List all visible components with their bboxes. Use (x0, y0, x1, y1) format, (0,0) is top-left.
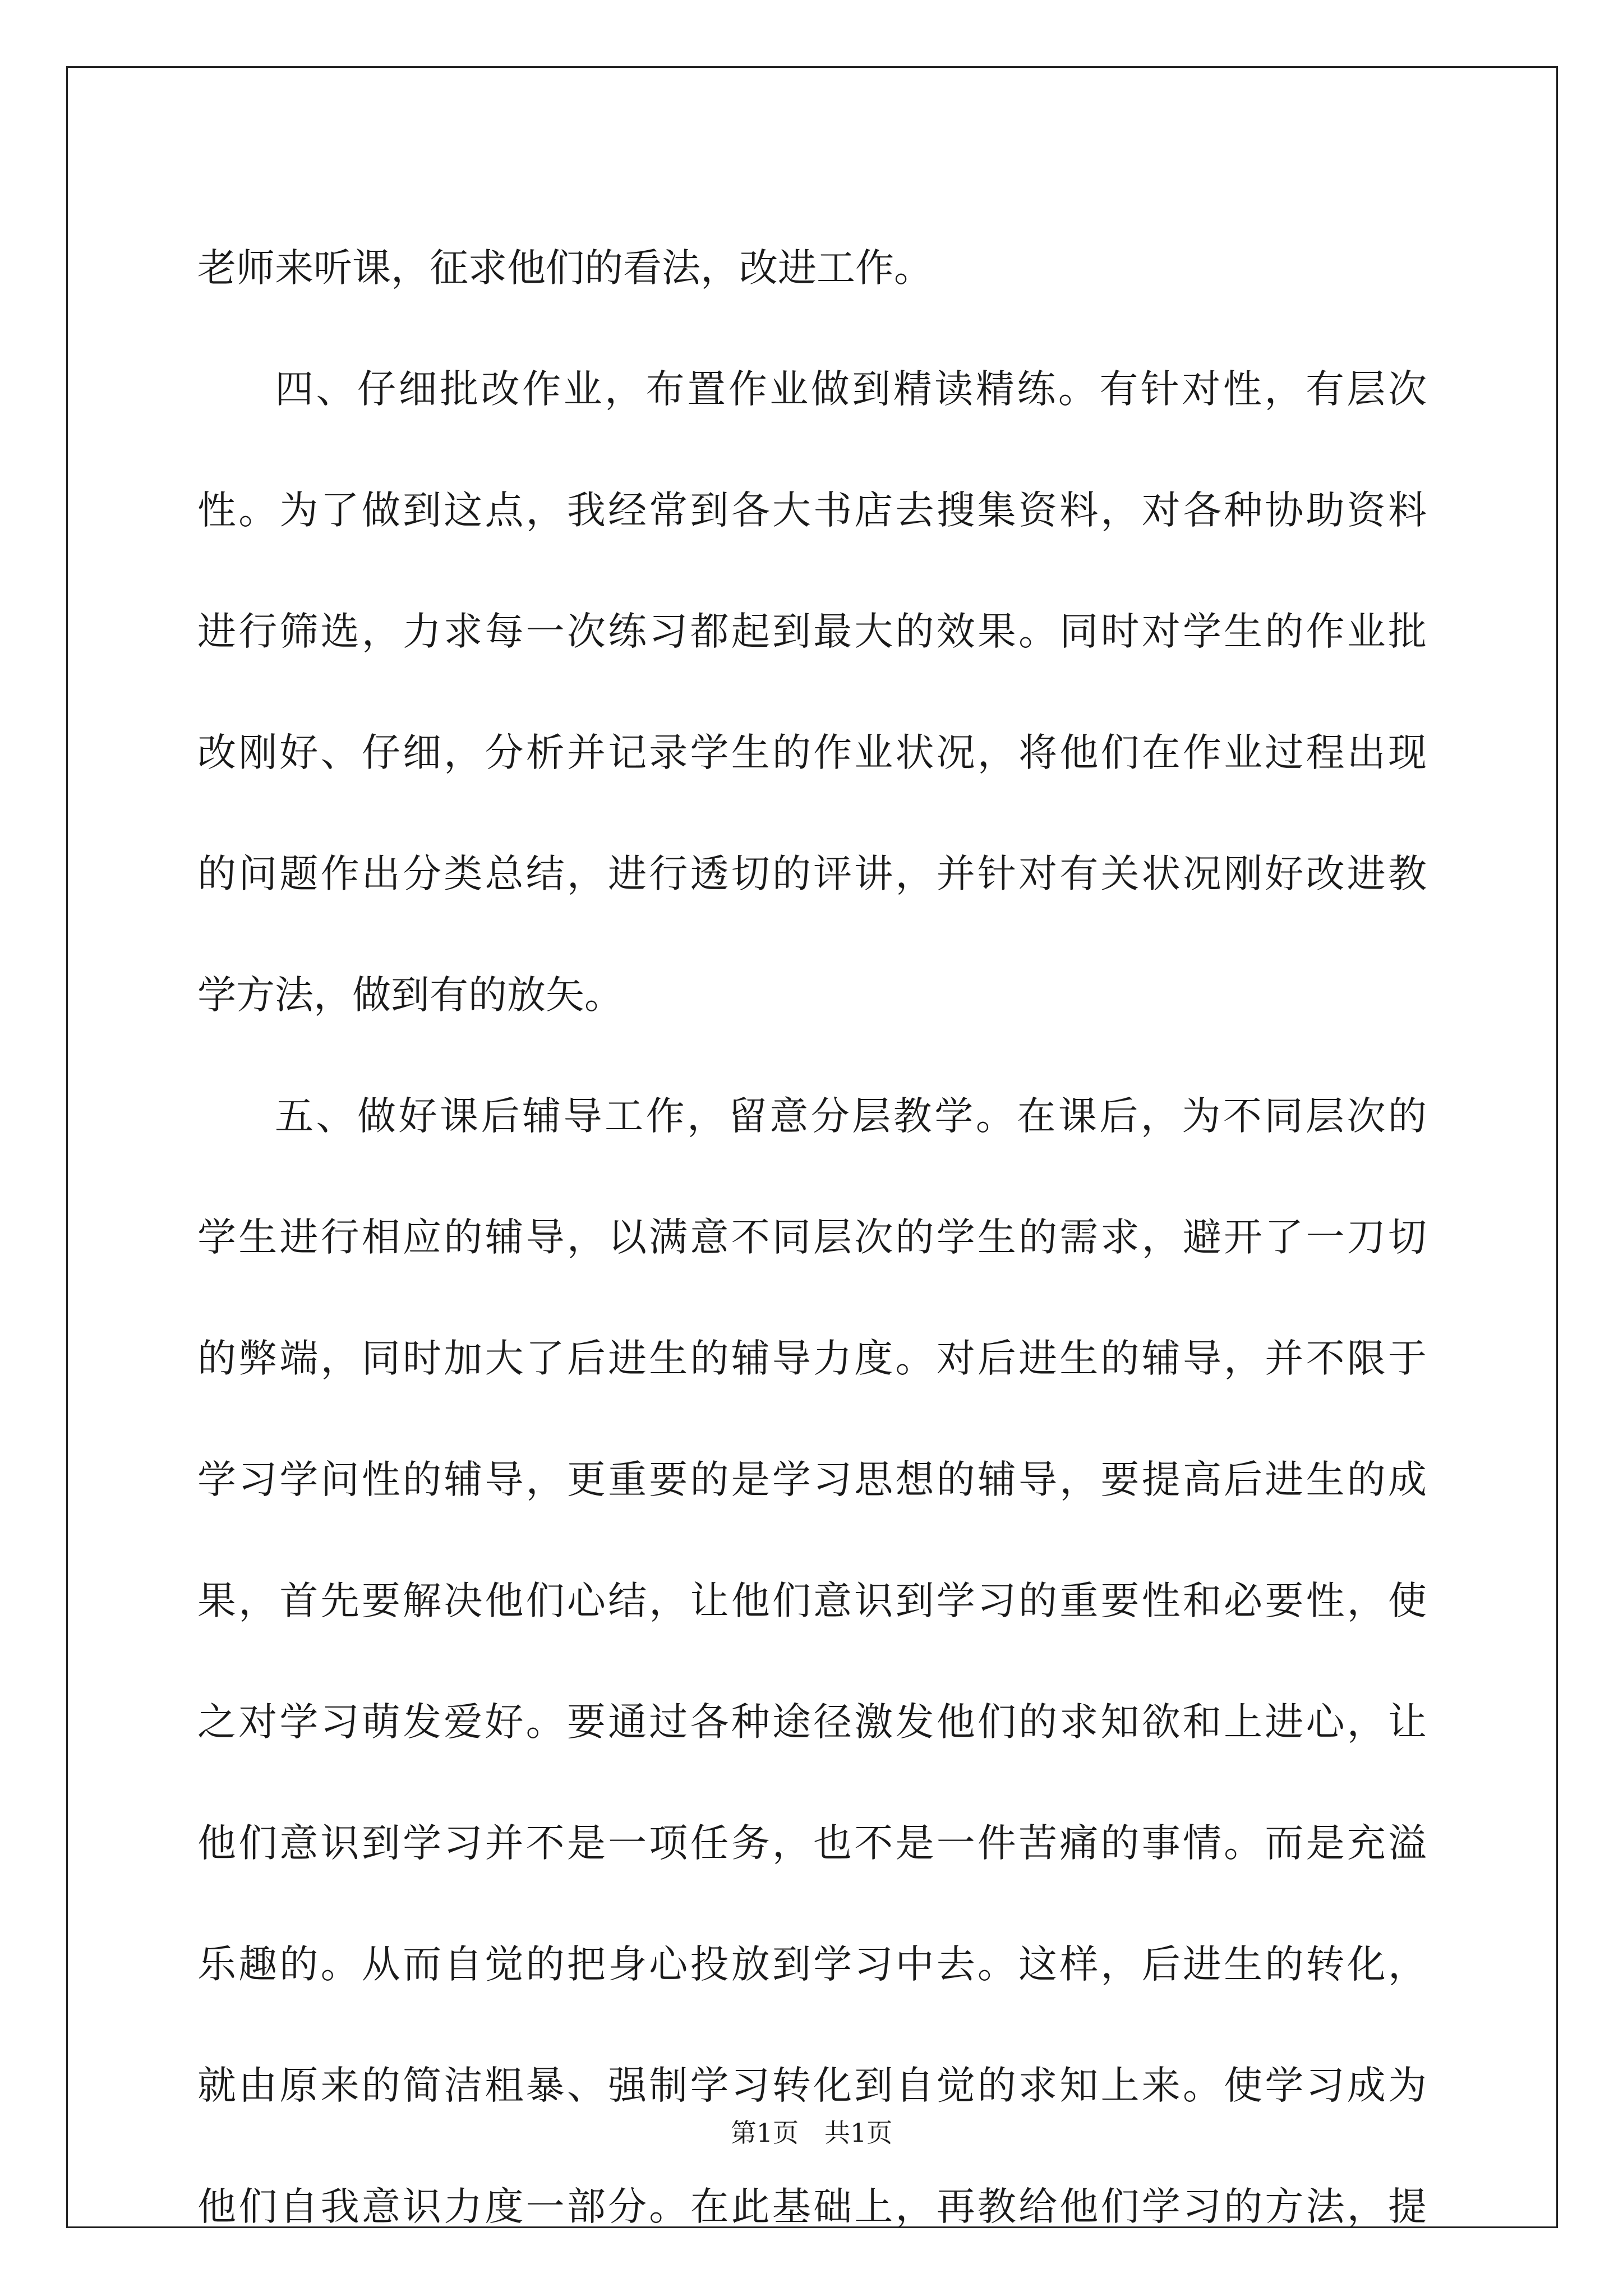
document-body (197, 208, 1427, 2267)
page-number-footer: 第1页 共1页 (730, 2118, 893, 2148)
text-line: 改刚好、仔细，分析并记录学生的作业状况，将他们在作业过程出现 (197, 730, 1427, 775)
paragraph-heading-line: 五、做好课后辅导工作，留意分层教学。在课后，为不同层次的 (275, 1094, 1427, 1139)
paragraph-heading-line: 四、仔细批改作业，布置作业做到精读精练。有针对性，有层次 (275, 367, 1427, 412)
text-line: 学生进行相应的辅导，以满意不同层次的学生的需求，避开了一刀切 (197, 1215, 1427, 1260)
text-line: 性。为了做到这点，我经常到各大书店去搜集资料，对各种协助资料 (197, 488, 1427, 533)
text-line: 学方法，做到有的放矢。 (197, 973, 623, 1018)
text-line: 他们意识到学习并不是一项任务，也不是一件苦痛的事情。而是充溢 (197, 1821, 1427, 1866)
text-line: 之对学习萌发爱好。要通过各种途径激发他们的求知欲和上进心，让 (197, 1700, 1427, 1745)
text-line: 学习学问性的辅导，更重要的是学习思想的辅导，要提高后进生的成 (197, 1457, 1427, 1502)
text-line: 老师来听课，征求他们的看法，改进工作。 (197, 246, 933, 291)
text-line: 的问题作出分类总结，进行透切的评讲，并针对有关状况刚好改进教 (197, 852, 1427, 896)
text-line: 他们自我意识力度一部分。在此基础上，再教给他们学习的方法，提 (197, 2184, 1427, 2229)
text-line: 的弊端，同时加大了后进生的辅导力度。对后进生的辅导，并不限于 (197, 1336, 1427, 1381)
text-line: 就由原来的简洁粗暴、强制学习转化到自觉的求知上来。使学习成为 (197, 2063, 1427, 2108)
text-line: 乐趣的。从而自觉的把身心投放到学习中去。这样，后进生的转化， (197, 1942, 1427, 1987)
text-line: 进行筛选，力求每一次练习都起到最大的效果。同时对学生的作业批 (197, 609, 1427, 654)
text-line: 果，首先要解决他们心结，让他们意识到学习的重要性和必要性，使 (197, 1579, 1427, 1623)
